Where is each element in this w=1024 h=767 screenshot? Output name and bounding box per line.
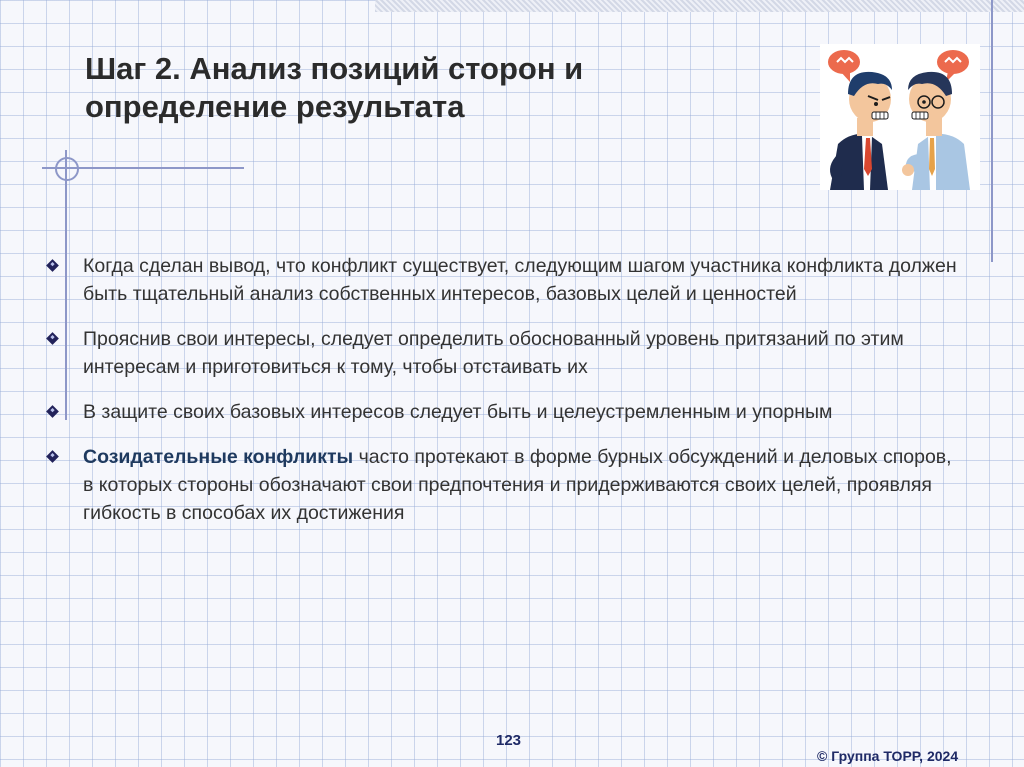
arguing-businessmen-illustration: [820, 44, 980, 190]
page-number: 123: [496, 732, 522, 749]
bullet-text: В защите своих базовых интересов следует быть и целеустремленным и упорным: [83, 401, 833, 423]
bullet-list: [45, 252, 965, 544]
slide-title: Шаг 2. Анализ позиций сторон и определение результата: [85, 51, 584, 124]
bullet-item: [45, 443, 965, 527]
bullet-text: Когда сделан вывод, что конфликт существует, следующим шагом участника конфликта должен быть тщательный анализ собственных интересов, базовых целей и ценностей: [83, 255, 957, 305]
top-hatched-band: [375, 0, 1024, 12]
bullet-item: [45, 398, 965, 426]
diamond-bullet-icon: [46, 332, 59, 345]
diamond-bullet-icon: [46, 450, 59, 463]
bullet-text: Прояснив свои интересы, следует определить обоснованный уровень притязаний по этим интересам и приготовиться к тому, чтобы отстаивать их: [83, 328, 904, 378]
decorative-vertical-rule: [991, 0, 993, 262]
bullet-item: [45, 252, 965, 308]
bullet-text: часто протекают в форме бурных обсуждений и деловых споров, в которых стороны обозначают свои предпочтения и придерживаются своих целей, проявляя гибкость в способах их достижения: [83, 446, 952, 524]
copyright-notice: © Группа ТОРР, 2024: [817, 748, 959, 764]
bullet-bold-term: Созидательные конфликты: [83, 446, 354, 468]
decorative-ring: [55, 157, 79, 181]
diamond-bullet-icon: [46, 259, 59, 272]
diamond-bullet-icon: [46, 405, 59, 418]
bullet-item: [45, 325, 965, 381]
